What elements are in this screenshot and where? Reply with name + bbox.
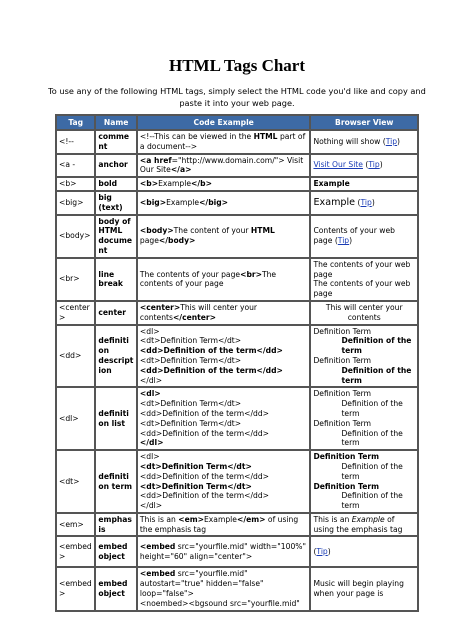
- name-cell: center: [95, 301, 137, 325]
- tag-cell: <dl>: [56, 387, 95, 450]
- tag-cell: <b>: [56, 177, 95, 191]
- code-cell: <dl> <dt>Definition Term</dt> <dd>Definition of the term</dd> <dt>Definition Term</dt> <dd>Definition of the term</dd> </dl>: [137, 450, 311, 513]
- tag-cell: <dd>: [56, 325, 95, 388]
- tag-cell: <big>: [56, 191, 95, 215]
- view-cell: Music will begin playing when your page is: [310, 567, 418, 610]
- table-row: [56, 325, 418, 388]
- table-row: [56, 215, 418, 258]
- code-cell: This is an <em>Example</em> of using the emphasis tag: [137, 513, 311, 537]
- html-tags-table: [55, 114, 419, 612]
- name-cell: line break: [95, 258, 137, 301]
- view-cell: (Tip): [310, 536, 418, 567]
- table-row: [56, 177, 418, 191]
- tip-link[interactable]: Tip: [385, 136, 398, 146]
- header-name: Name: [95, 115, 137, 130]
- view-cell: Definition Term Definition of the term Definition Term Definition of the term: [310, 450, 418, 513]
- table-row: [56, 567, 418, 610]
- name-cell: big (text): [95, 191, 137, 215]
- code-cell: The contents of your page<br>The contents of your page: [137, 258, 311, 301]
- tip-link[interactable]: Tip: [316, 547, 328, 557]
- view-cell: The contents of your web page The contents of your web page: [310, 258, 418, 301]
- tag-cell: <a -: [56, 154, 95, 178]
- code-cell: <a href="http://www.domain.com/"> Visit Our Site</a>: [137, 154, 311, 178]
- tag-cell: <body>: [56, 215, 95, 258]
- name-cell: bold: [95, 177, 137, 191]
- tag-cell: <em>: [56, 513, 95, 537]
- view-cell: Definition Term Definition of the term Definition Term Definition of the term: [310, 325, 418, 388]
- tag-cell: <center>: [56, 301, 95, 325]
- visit-site-link[interactable]: Visit Our Site: [313, 160, 363, 170]
- view-cell: Example (Tip): [310, 191, 418, 215]
- code-cell: <embed src="yourfile.mid" width="100%" height="60" align="center">: [137, 536, 311, 567]
- tag-cell: <embed >: [56, 536, 95, 567]
- table-row: [56, 154, 418, 178]
- intro-text: To use any of the following HTML tags, simply select the HTML code you'd like and copy and paste it into your web page.: [48, 86, 426, 108]
- view-cell: Nothing will show (Tip): [310, 130, 418, 154]
- table-row: [56, 191, 418, 215]
- view-cell: Example: [310, 177, 418, 191]
- page-title: HTML Tags Chart: [168, 56, 306, 75]
- tag-cell: <embed >: [56, 567, 95, 610]
- code-cell: <b>Example</b>: [137, 177, 311, 191]
- table-row: [56, 301, 418, 325]
- code-cell: <embed src="yourfile.mid" autostart="true" hidden="false" loop="false"> <noembed><bgsound src="yourfile.mid": [137, 567, 311, 610]
- code-cell: <dl> <dt>Definition Term</dt> <dd>Definition of the term</dd> <dt>Definition Term</dt> <dd>Definition of the term</dd> </dl>: [137, 325, 311, 388]
- code-cell: <dl> <dt>Definition Term</dt> <dd>Definition of the term</dd> <dt>Definition Term</dt> <dd>Definition of the term</dd> </dl>: [137, 387, 311, 450]
- view-cell: Visit Our Site (Tip): [310, 154, 418, 178]
- name-cell: embed object: [95, 536, 137, 567]
- header-code-example: Code Example: [137, 115, 311, 130]
- table-row: [56, 536, 418, 567]
- name-cell: comment: [95, 130, 137, 154]
- view-cell: Definition Term Definition of the term Definition Term Definition of the term: [310, 387, 418, 450]
- table-row: [56, 130, 418, 154]
- table-row: [56, 258, 418, 301]
- name-cell: embed object: [95, 567, 137, 610]
- name-cell: anchor: [95, 154, 137, 178]
- table-row: [56, 387, 418, 450]
- tip-link[interactable]: Tip: [368, 160, 380, 170]
- tag-cell: <dt>: [56, 450, 95, 513]
- name-cell: body of HTML document: [95, 215, 137, 258]
- header-tag: Tag: [56, 115, 95, 130]
- tag-cell: <!--: [56, 130, 95, 154]
- name-cell: definition term: [95, 450, 137, 513]
- header-browser-view: Browser View: [310, 115, 418, 130]
- view-cell: This is an Example of using the emphasis tag: [310, 513, 418, 537]
- tag-cell: <br>: [56, 258, 95, 301]
- view-cell: This will center your contents: [310, 301, 418, 325]
- table-row: [56, 450, 418, 513]
- code-cell: <body>The content of your HTML page</body>: [137, 215, 311, 258]
- view-cell: Contents of your web page (Tip): [310, 215, 418, 258]
- code-cell: <big>Example</big>: [137, 191, 311, 215]
- table-header-row: [56, 115, 418, 130]
- name-cell: definition description: [95, 325, 137, 388]
- tip-link[interactable]: Tip: [337, 236, 350, 246]
- table-row: [56, 513, 418, 537]
- code-cell: <center>This will center your contents</center>: [137, 301, 311, 325]
- code-cell: <!--This can be viewed in the HTML part of a document-->: [137, 130, 311, 154]
- tip-link[interactable]: Tip: [360, 197, 372, 207]
- name-cell: emphasis: [95, 513, 137, 537]
- name-cell: definition list: [95, 387, 137, 450]
